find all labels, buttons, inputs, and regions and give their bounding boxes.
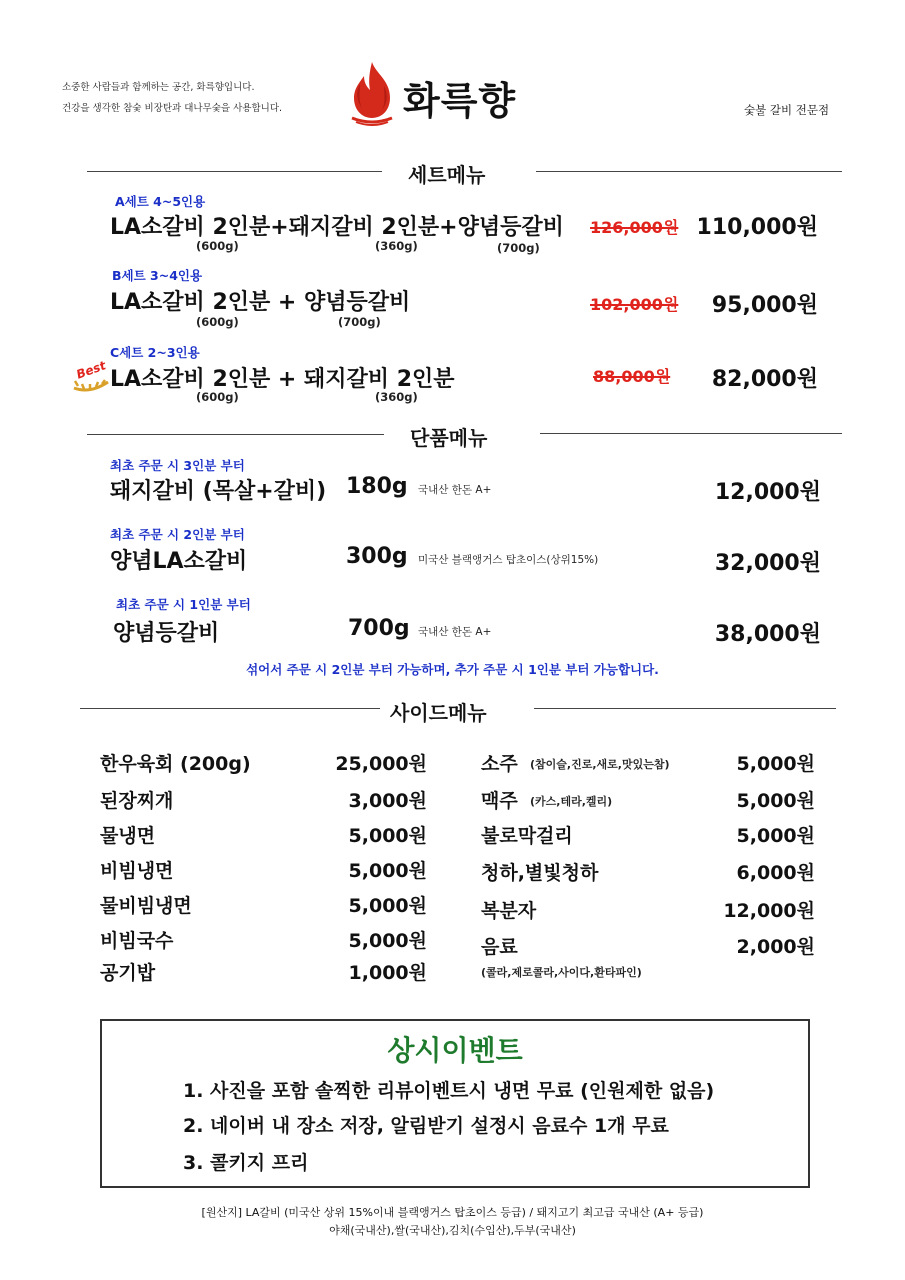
side-item-price: 25,000원 xyxy=(335,753,427,775)
side-item-price: 12,000원 xyxy=(723,900,815,922)
side-item-price: 5,000원 xyxy=(736,753,815,775)
divider-left xyxy=(87,434,384,435)
side-item-price: 5,000원 xyxy=(736,790,815,812)
side-item-name: 청하,별빛청하 xyxy=(481,862,599,884)
side-item-price: 1,000원 xyxy=(348,962,427,984)
tagline-2: 건강을 생각한 참숯 비장탄과 대나무숯을 사용합니다. xyxy=(62,103,283,114)
single-3-price: 38,000원 xyxy=(714,622,821,647)
tagline-1: 소중한 사람들과 함께하는 공간, 화륵향입니다. xyxy=(62,82,255,93)
single-3-name: 양념등갈비 xyxy=(113,621,220,646)
side-item-name: 맥주 xyxy=(481,790,518,812)
set-a-old-price: 126,000원 xyxy=(590,218,679,237)
set-b-old-price: 102,000원 xyxy=(590,295,679,314)
event-title: 상시이벤트 xyxy=(387,1034,523,1067)
side-item-sub: (콜라,제로콜라,사이다,환타파인) xyxy=(481,966,642,979)
divider-right xyxy=(536,171,842,172)
side-item-sub: (카스,테라,켈리) xyxy=(530,795,613,808)
set-c-gram-2: (360g) xyxy=(375,390,418,404)
side-item-price: 2,000원 xyxy=(736,936,815,958)
flame-icon xyxy=(346,60,398,126)
single-1-price: 12,000원 xyxy=(714,480,821,505)
event-box xyxy=(100,1019,810,1188)
side-item-price: 5,000원 xyxy=(348,860,427,882)
set-c-old-price: 88,000원 xyxy=(593,367,671,386)
set-a-price: 110,000원 xyxy=(696,215,818,240)
set-c-price: 82,000원 xyxy=(711,367,818,392)
side-item-name: 음료 xyxy=(481,936,518,958)
set-a-gram-1: (600g) xyxy=(196,239,239,253)
single-3-origin: 국내산 한돈 A+ xyxy=(418,626,492,638)
single-1-origin: 국내산 한돈 A+ xyxy=(418,484,492,496)
origin-footer-line-1: [원산지] LA갈비 (미국산 상위 15%이내 블랙앵거스 탑초이스 등급) / 돼지고기 최고급 국내산 (A+ 등급) xyxy=(201,1206,704,1219)
side-menu-title: 사이드메뉴 xyxy=(390,701,487,725)
single-2-note: 최초 주문 시 2인분 부터 xyxy=(110,527,245,542)
side-item-name: 물냉면 xyxy=(100,825,156,847)
set-c-name: LA소갈비 2인분 + 돼지갈비 2인분 xyxy=(110,367,455,392)
side-item-name: 불로막걸리 xyxy=(481,825,573,847)
side-item-name: 비빔냉면 xyxy=(100,860,174,882)
side-item-price: 6,000원 xyxy=(736,862,815,884)
side-item-name: 된장찌개 xyxy=(100,790,174,812)
set-c-gram-1: (600g) xyxy=(196,390,239,404)
side-item-name: 공기밥 xyxy=(100,962,156,984)
set-b-gram-1: (600g) xyxy=(196,315,239,329)
single-2-name: 양념LA소갈비 xyxy=(110,549,248,574)
divider-right xyxy=(540,433,842,434)
brand-name: 화륵향 xyxy=(403,79,517,123)
divider-left xyxy=(80,708,380,709)
single-1-gram: 180g xyxy=(346,474,408,499)
set-a-gram-2: (360g) xyxy=(375,239,418,253)
set-a-gram-3: (700g) xyxy=(497,241,540,255)
single-2-price: 32,000원 xyxy=(714,551,821,576)
side-item-name: 비빔국수 xyxy=(100,930,174,952)
single-2-origin: 미국산 블랙앵거스 탑초이스(상위15%) xyxy=(418,554,599,566)
set-b-label: B세트 3~4인용 xyxy=(112,268,203,283)
side-item-price: 5,000원 xyxy=(348,895,427,917)
side-item-sub: (참이슬,진로,새로,맛있는참) xyxy=(530,758,670,771)
event-item: 2. 네이버 내 장소 저장, 알림받기 설정시 음료수 1개 무료 xyxy=(183,1115,669,1137)
set-a-label: A세트 4~5인용 xyxy=(115,194,206,209)
single-1-name: 돼지갈비 (목살+갈비) xyxy=(110,479,327,504)
single-2-gram: 300g xyxy=(346,544,408,569)
side-item-name: 물비빔냉면 xyxy=(100,895,192,917)
single-menu-title: 단품메뉴 xyxy=(410,426,488,450)
set-menu-title: 세트메뉴 xyxy=(408,163,486,187)
side-item-name: 복분자 xyxy=(481,900,537,922)
best-badge xyxy=(70,358,114,392)
single-1-note: 최초 주문 시 3인분 부터 xyxy=(110,458,245,473)
event-item: 3. 콜키지 프리 xyxy=(183,1152,309,1174)
side-item-price: 5,000원 xyxy=(736,825,815,847)
best-badge-text: Best xyxy=(74,358,108,382)
side-item-price: 5,000원 xyxy=(348,825,427,847)
side-item-name: 소주 xyxy=(481,753,518,775)
divider-left xyxy=(87,171,382,172)
set-a-name: LA소갈비 2인분+돼지갈비 2인분+양념등갈비 xyxy=(110,215,564,240)
single-3-note: 최초 주문 시 1인분 부터 xyxy=(116,597,251,612)
side-item-name: 한우육회 (200g) xyxy=(100,753,251,775)
set-c-label: C세트 2~3인용 xyxy=(110,345,200,360)
event-item: 1. 사진을 포함 솔찍한 리뷰이벤트시 냉면 무료 (인원제한 없음) xyxy=(183,1080,715,1102)
divider-right xyxy=(534,708,836,709)
set-b-name: LA소갈비 2인분 + 양념등갈비 xyxy=(110,290,411,315)
set-b-price: 95,000원 xyxy=(711,293,818,318)
single-3-gram: 700g xyxy=(348,616,410,641)
set-b-gram-2: (700g) xyxy=(338,315,381,329)
side-item-price: 3,000원 xyxy=(348,790,427,812)
origin-footer-line-2: 야채(국내산),쌀(국내산),김치(수입산),두부(국내산) xyxy=(329,1224,576,1237)
mix-order-note: 섞어서 주문 시 2인분 부터 가능하며, 추가 주문 시 1인분 부터 가능합니다. xyxy=(246,662,659,677)
specialty-label: 숯불 갈비 전문점 xyxy=(744,103,830,117)
side-item-price: 5,000원 xyxy=(348,930,427,952)
